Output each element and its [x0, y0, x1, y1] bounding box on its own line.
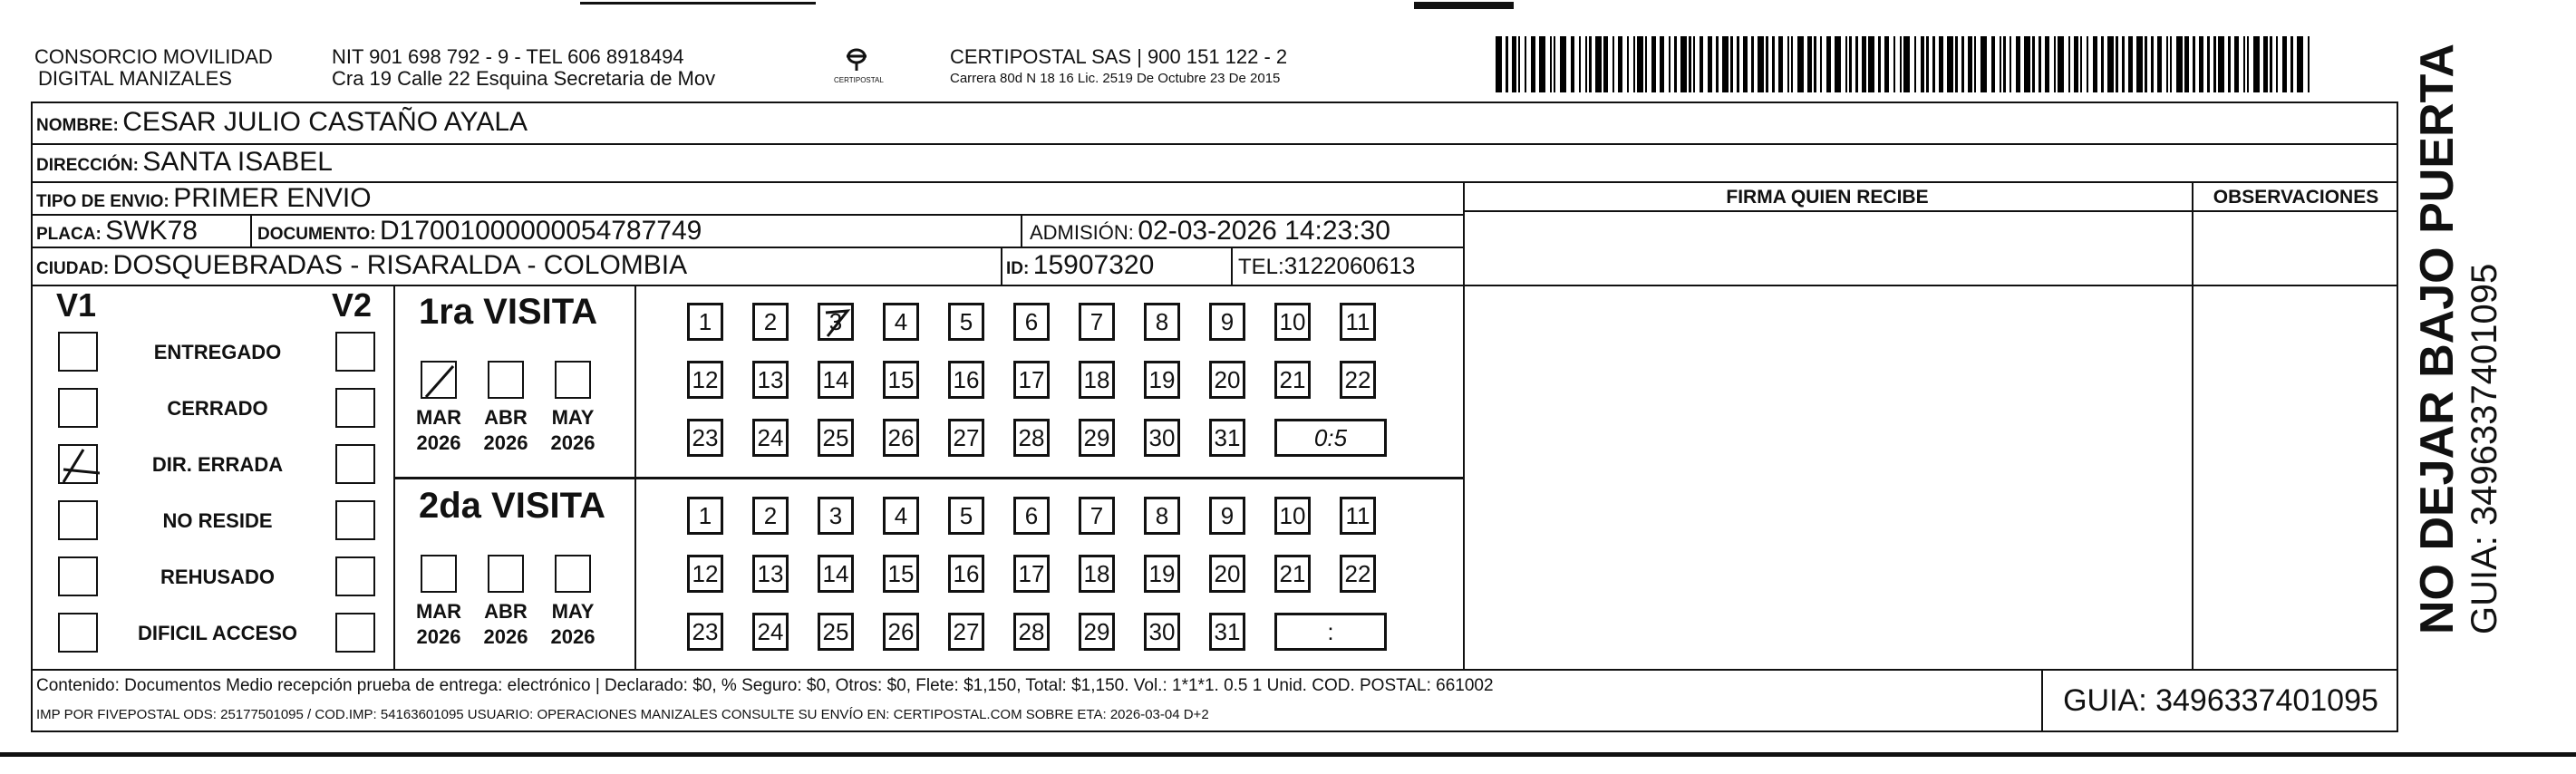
day-box[interactable]: [1079, 303, 1115, 341]
v1-checkbox[interactable]: [58, 388, 98, 428]
second-visit-title: 2da VISITA: [419, 486, 605, 526]
day-box[interactable]: [818, 613, 854, 651]
month-label: MAR: [415, 600, 462, 623]
time-value: 0:5: [1313, 424, 1348, 451]
status-label: DIFICIL ACCESO: [137, 622, 297, 644]
day-box[interactable]: [1079, 613, 1115, 651]
month-year: 2026: [416, 431, 461, 454]
day-box[interactable]: [883, 555, 919, 593]
day-number: 8: [1155, 308, 1169, 335]
day-number: 15: [887, 366, 915, 393]
v2-checkbox[interactable]: [335, 332, 375, 372]
nombre-field: [36, 107, 528, 138]
day-box[interactable]: [948, 419, 984, 457]
firma-header: FIRMA QUIEN RECIBE: [1726, 187, 1929, 208]
status-label: DIR. ERRADA: [151, 453, 284, 476]
day-number: 25: [822, 424, 849, 451]
day-box[interactable]: [1209, 361, 1245, 399]
first-visit-title: 1ra VISITA: [419, 292, 598, 332]
day-number: 17: [1018, 366, 1045, 393]
day-number: 18: [1083, 560, 1110, 587]
v1-checkbox[interactable]: [58, 444, 98, 484]
scan-line-top: [580, 2, 816, 5]
placa-value: SWK78: [105, 216, 198, 246]
day-number: 13: [757, 366, 784, 393]
day-number: 16: [953, 560, 980, 587]
day-box[interactable]: [883, 361, 919, 399]
day-number: 2: [763, 308, 778, 335]
bottom-edge: [0, 752, 2576, 757]
day-number: 14: [822, 560, 849, 587]
tel-value: 3122060613: [1283, 252, 1416, 279]
direccion-field: [36, 147, 333, 178]
day-box[interactable]: [818, 555, 854, 593]
month-year: 2026: [483, 431, 528, 454]
address-line: Cra 19 Calle 22 Esquina Secretaria de Mov: [332, 67, 716, 90]
day-box[interactable]: [1340, 303, 1376, 341]
day-box[interactable]: [1144, 419, 1180, 457]
day-number: 1: [698, 502, 712, 529]
footer-contenido: Contenido: Documentos Medio recepción prueba de entrega: electrónico | Declarado: $0, % Seguro: $0, Otros: $0, Flete: $1,150, Total: $1,150. Vol.: 1*1*1. 0.5 1 Unid. COD. POSTAL: 661002: [36, 676, 1494, 695]
day-box[interactable]: [818, 419, 854, 457]
day-box[interactable]: [687, 419, 723, 457]
admision-label: ADMISIÓN:: [1030, 221, 1134, 244]
day-box[interactable]: [687, 613, 723, 651]
day-box[interactable]: [1144, 555, 1180, 593]
day-number: 10: [1279, 502, 1306, 529]
day-box[interactable]: [1013, 419, 1050, 457]
day-number: 5: [959, 308, 973, 335]
day-number: 9: [1220, 502, 1235, 529]
month-checkbox[interactable]: [421, 555, 457, 593]
guia-box: GUIA: 3496337401095: [2063, 683, 2378, 718]
day-number: 11: [1345, 308, 1370, 335]
day-number: 6: [1024, 308, 1039, 335]
side-text: [2411, 43, 2547, 634]
v2-checkbox[interactable]: [335, 388, 375, 428]
v2-header: V2: [332, 286, 373, 324]
day-box[interactable]: [1274, 555, 1311, 593]
day-box[interactable]: [1209, 555, 1245, 593]
nombre-label: NOMBRE:: [36, 116, 119, 135]
nombre-value: CESAR JULIO CASTAÑO AYALA: [122, 107, 528, 137]
day-number: 5: [959, 502, 973, 529]
day-box[interactable]: [1209, 613, 1245, 651]
ciudad-value: DOSQUEBRADAS - RISARALDA - COLOMBIA: [112, 250, 688, 280]
day-number: 15: [887, 560, 915, 587]
day-number: 22: [1344, 366, 1371, 393]
day-box[interactable]: [1209, 303, 1245, 341]
day-number: 24: [757, 618, 784, 645]
day-number: 30: [1148, 424, 1176, 451]
day-number: 3: [828, 502, 843, 529]
day-number: 8: [1155, 502, 1169, 529]
v2-checkbox[interactable]: [335, 444, 375, 484]
day-number: 25: [822, 618, 849, 645]
company-name: CONSORCIO MOVILIDAD: [34, 45, 273, 68]
day-box[interactable]: [687, 361, 723, 399]
day-number: 27: [953, 424, 980, 451]
day-number: 17: [1018, 560, 1045, 587]
tel-label: TEL:: [1238, 255, 1284, 279]
day-box[interactable]: [1274, 497, 1311, 535]
month-checkbox[interactable]: [488, 361, 524, 399]
day-number: 7: [1089, 502, 1104, 529]
day-box[interactable]: [1209, 497, 1245, 535]
day-box[interactable]: [687, 555, 723, 593]
month-label: MAY: [551, 600, 595, 623]
day-number: 27: [953, 618, 980, 645]
day-number: 26: [887, 618, 915, 645]
certipostal-line: CERTIPOSTAL SAS | 900 151 122 - 2: [950, 45, 1288, 68]
month-label: ABR: [484, 406, 528, 429]
day-number: 20: [1214, 366, 1241, 393]
company-sub: DIGITAL MANIZALES: [38, 67, 232, 90]
day-box[interactable]: [1144, 361, 1180, 399]
day-number: 31: [1214, 618, 1241, 645]
day-number: 3: [828, 308, 843, 335]
documento-label: DOCUMENTO:: [257, 225, 376, 244]
day-number: 4: [894, 502, 908, 529]
month-year: 2026: [416, 625, 461, 648]
day-number: 1: [698, 308, 712, 335]
v1-checkbox[interactable]: [58, 500, 98, 540]
day-number: 6: [1024, 502, 1039, 529]
footer-imp: IMP POR FIVEPOSTAL ODS: 25177501095 / COD.IMP: 54163601095 USUARIO: OPERACIONES MANIZALES CONSULTE SU ENVÍO EN: CERTIPOSTAL.COM SOBRE ETA: 2026-03-04 D+2: [36, 707, 1209, 722]
day-box[interactable]: [1013, 613, 1050, 651]
day-number: 24: [757, 424, 784, 451]
scan-line-top-right: [1414, 2, 1514, 9]
month-label: ABR: [484, 600, 528, 623]
day-number: 7: [1089, 308, 1104, 335]
id-label: ID:: [1006, 259, 1030, 278]
status-label: NO RESIDE: [162, 509, 273, 532]
time-value: :: [1327, 618, 1334, 645]
day-box[interactable]: [1144, 613, 1180, 651]
status-label: REHUSADO: [160, 566, 275, 588]
month-checkbox[interactable]: [488, 555, 524, 593]
month-year: 2026: [550, 625, 596, 648]
day-number: 12: [692, 366, 719, 393]
day-box[interactable]: [948, 613, 984, 651]
day-box[interactable]: [948, 361, 984, 399]
day-box[interactable]: [1144, 497, 1180, 535]
day-box[interactable]: [948, 497, 984, 535]
direccion-label: DIRECCIÓN:: [36, 156, 139, 175]
day-number: 22: [1344, 560, 1371, 587]
day-box[interactable]: [948, 303, 984, 341]
day-box[interactable]: [752, 419, 789, 457]
logo-caption: CERTIPOSTAL: [834, 76, 884, 84]
direccion-value: SANTA ISABEL: [142, 147, 333, 177]
month-label: MAY: [551, 406, 595, 429]
day-box[interactable]: [752, 497, 789, 535]
documento-field: [257, 216, 702, 247]
nit-line: NIT 901 698 792 - 9 - TEL 606 8918494: [332, 45, 684, 68]
day-number: 23: [692, 618, 719, 645]
observaciones-header: OBSERVACIONES: [2213, 187, 2379, 208]
day-box[interactable]: [1013, 303, 1050, 341]
day-box[interactable]: [1340, 555, 1376, 593]
v1-header: V1: [56, 286, 97, 324]
day-number: 4: [894, 308, 908, 335]
v2-checkbox[interactable]: [335, 556, 375, 596]
day-number: 11: [1345, 502, 1370, 529]
v2-checkbox[interactable]: [335, 613, 375, 653]
id-field: [1006, 250, 1154, 281]
day-box[interactable]: [752, 613, 789, 651]
day-number: 21: [1279, 560, 1306, 587]
day-number: 21: [1279, 366, 1306, 393]
month-checkbox[interactable]: [555, 555, 591, 593]
day-box[interactable]: [818, 361, 854, 399]
side-no-dejar: NO DEJAR BAJO PUERTA: [2411, 43, 2464, 634]
side-guia: GUIA: 3496337401095: [2465, 263, 2504, 634]
ciudad-field: [36, 250, 687, 281]
month-year: 2026: [483, 625, 528, 648]
day-number: 12: [692, 560, 719, 587]
admision-field: [1030, 216, 1390, 247]
day-number: 26: [887, 424, 915, 451]
month-checkbox[interactable]: [555, 361, 591, 399]
day-box[interactable]: [1274, 303, 1311, 341]
day-box[interactable]: [1340, 361, 1376, 399]
day-box[interactable]: [948, 555, 984, 593]
admision-value: 02-03-2026 14:23:30: [1138, 216, 1390, 246]
v1-checkbox[interactable]: [58, 556, 98, 596]
day-number: 13: [757, 560, 784, 587]
status-label: CERRADO: [167, 397, 268, 420]
day-box[interactable]: [1013, 361, 1050, 399]
day-number: 18: [1083, 366, 1110, 393]
day-box[interactable]: [1079, 497, 1115, 535]
day-box[interactable]: [752, 361, 789, 399]
day-number: 29: [1083, 618, 1110, 645]
day-number: 19: [1148, 560, 1176, 587]
day-box[interactable]: [1013, 555, 1050, 593]
tipo-field: [36, 183, 372, 214]
day-box[interactable]: [883, 613, 919, 651]
day-box[interactable]: [687, 497, 723, 535]
day-box[interactable]: [1013, 497, 1050, 535]
placa-label: PLACA:: [36, 225, 102, 244]
day-box[interactable]: [1209, 419, 1245, 457]
day-number: 30: [1148, 618, 1176, 645]
day-number: 23: [692, 424, 719, 451]
day-number: 20: [1214, 560, 1241, 587]
day-number: 28: [1018, 424, 1045, 451]
day-number: 14: [822, 366, 849, 393]
day-box[interactable]: [883, 419, 919, 457]
status-label: ENTREGADO: [153, 341, 282, 363]
day-box[interactable]: [1079, 419, 1115, 457]
time-field[interactable]: [1274, 419, 1387, 457]
ciudad-label: CIUDAD:: [36, 259, 110, 278]
day-number: 10: [1279, 308, 1306, 335]
month-checkbox[interactable]: [421, 361, 457, 399]
tipo-label: TIPO DE ENVIO:: [36, 192, 169, 211]
day-number: 2: [763, 502, 778, 529]
placa-field: [36, 216, 198, 247]
day-box[interactable]: [1079, 361, 1115, 399]
v2-checkbox[interactable]: [335, 500, 375, 540]
month-label: MAR: [415, 406, 462, 429]
day-box[interactable]: [883, 303, 919, 341]
tel-field: [1238, 252, 1415, 280]
id-value: 15907320: [1032, 250, 1155, 280]
barcode: [1496, 36, 2311, 92]
day-number: 16: [953, 366, 980, 393]
day-number: 29: [1083, 424, 1110, 451]
time-field[interactable]: [1274, 613, 1387, 651]
day-box[interactable]: [1274, 361, 1311, 399]
month-year: 2026: [550, 431, 596, 454]
day-box[interactable]: [1079, 555, 1115, 593]
day-number: 31: [1214, 424, 1241, 451]
day-box[interactable]: [752, 303, 789, 341]
v1-checkbox[interactable]: [58, 613, 98, 653]
certipostal-address: Carrera 80d N 18 16 Lic. 2519 De Octubre 23 De 2015: [950, 71, 1281, 86]
day-number: 28: [1018, 618, 1045, 645]
day-mark: [820, 305, 853, 348]
day-number: 19: [1148, 366, 1176, 393]
tipo-value: PRIMER ENVIO: [173, 183, 372, 213]
day-box[interactable]: [752, 555, 789, 593]
day-box[interactable]: [1144, 303, 1180, 341]
day-box[interactable]: [818, 497, 854, 535]
documento-value: D17001000000054787749: [380, 216, 702, 246]
v1-checkbox[interactable]: [58, 332, 98, 372]
day-box[interactable]: [1340, 497, 1376, 535]
day-box[interactable]: [883, 497, 919, 535]
day-box[interactable]: [818, 303, 854, 341]
day-number: 9: [1220, 308, 1235, 335]
day-box[interactable]: [687, 303, 723, 341]
